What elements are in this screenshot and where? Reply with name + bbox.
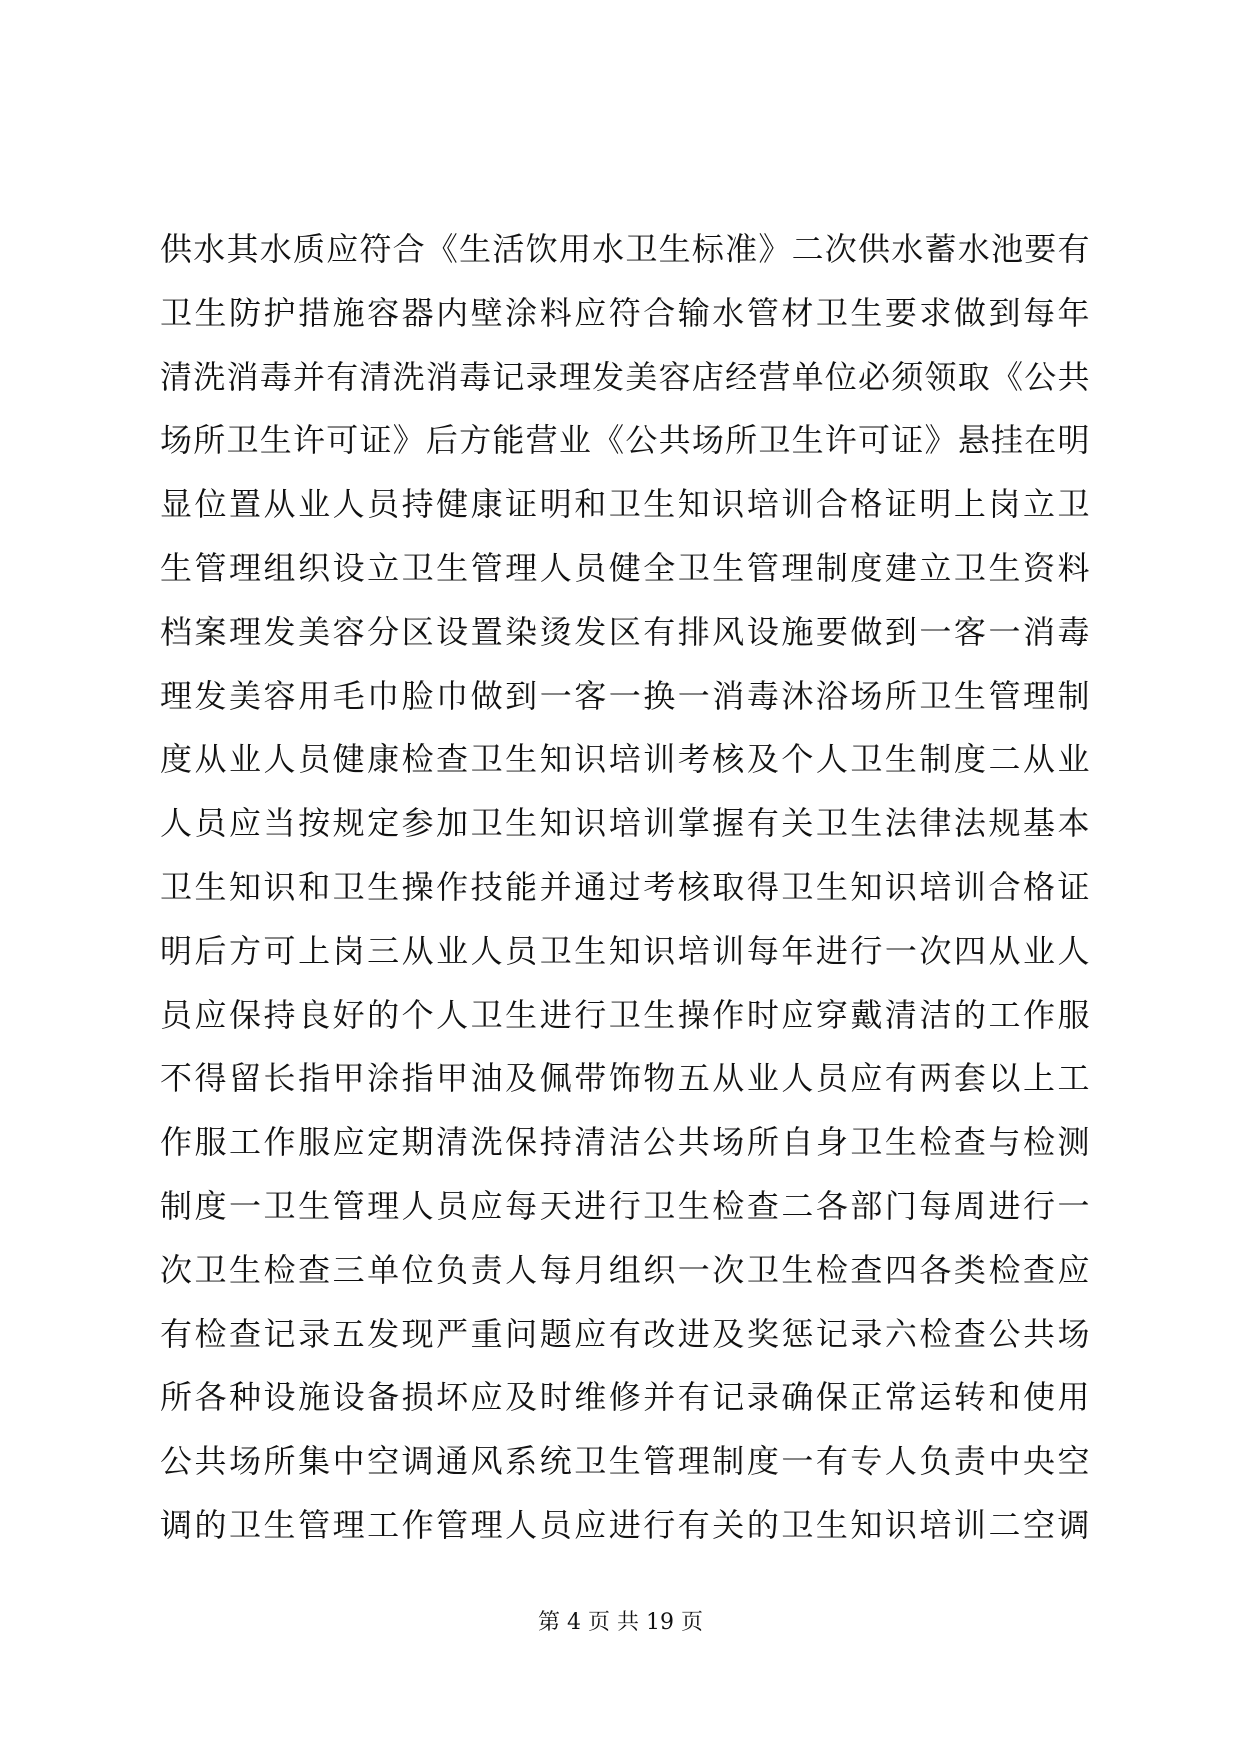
text-line: 清洗消毒并有清洗消毒记录理发美容店经营单位必须领取《公共	[160, 357, 1090, 396]
text-line: 档案理发美容分区设置染烫发区有排风设施要做到一客一消毒	[160, 612, 1090, 651]
text-line: 理发美容用毛巾脸巾做到一客一换一消毒沐浴场所卫生管理制	[160, 676, 1090, 715]
text-line: 明后方可上岗三从业人员卫生知识培训每年进行一次四从业人	[160, 931, 1090, 970]
text-line: 场所卫生许可证》后方能营业《公共场所卫生许可证》悬挂在明	[160, 421, 1090, 460]
text-line: 有检查记录五发现严重问题应有改进及奖惩记录六检查公共场	[160, 1314, 1090, 1353]
text-line: 人员应当按规定参加卫生知识培训掌握有关卫生法律法规基本	[160, 804, 1090, 843]
text-line: 作服工作服应定期清洗保持清洁公共场所自身卫生检查与检测	[160, 1123, 1090, 1162]
text-line: 卫生知识和卫生操作技能并通过考核取得卫生知识培训合格证	[160, 867, 1090, 906]
text-line: 不得留长指甲涂指甲油及佩带饰物五从业人员应有两套以上工	[160, 1059, 1090, 1098]
page-number-footer: 第 4 页 共 19 页	[538, 1610, 703, 1635]
text-line: 供水其水质应符合《生活饮用水卫生标准》二次供水蓄水池要有	[160, 230, 1090, 268]
text-line: 卫生防护措施容器内壁涂料应符合输水管材卫生要求做到每年	[160, 293, 1090, 332]
text-line: 显位置从业人员持健康证明和卫生知识培训合格证明上岗立卫	[160, 485, 1090, 524]
text-line: 员应保持良好的个人卫生进行卫生操作时应穿戴清洁的工作服	[160, 995, 1090, 1034]
body-text	[160, 218, 1090, 1558]
text-line: 调的卫生管理工作管理人员应进行有关的卫生知识培训二空调	[160, 1505, 1090, 1544]
text-line: 次卫生检查三单位负责人每月组织一次卫生检查四各类检查应	[160, 1250, 1090, 1289]
text-line: 所各种设施设备损坏应及时维修并有记录确保正常运转和使用	[160, 1378, 1090, 1417]
text-line: 制度一卫生管理人员应每天进行卫生检查二各部门每周进行一	[160, 1186, 1090, 1225]
text-line: 生管理组织设立卫生管理人员健全卫生管理制度建立卫生资料	[160, 548, 1090, 587]
text-line: 公共场所集中空调通风系统卫生管理制度一有专人负责中央空	[160, 1442, 1090, 1481]
text-line: 度从业人员健康检查卫生知识培训考核及个人卫生制度二从业	[160, 740, 1090, 779]
